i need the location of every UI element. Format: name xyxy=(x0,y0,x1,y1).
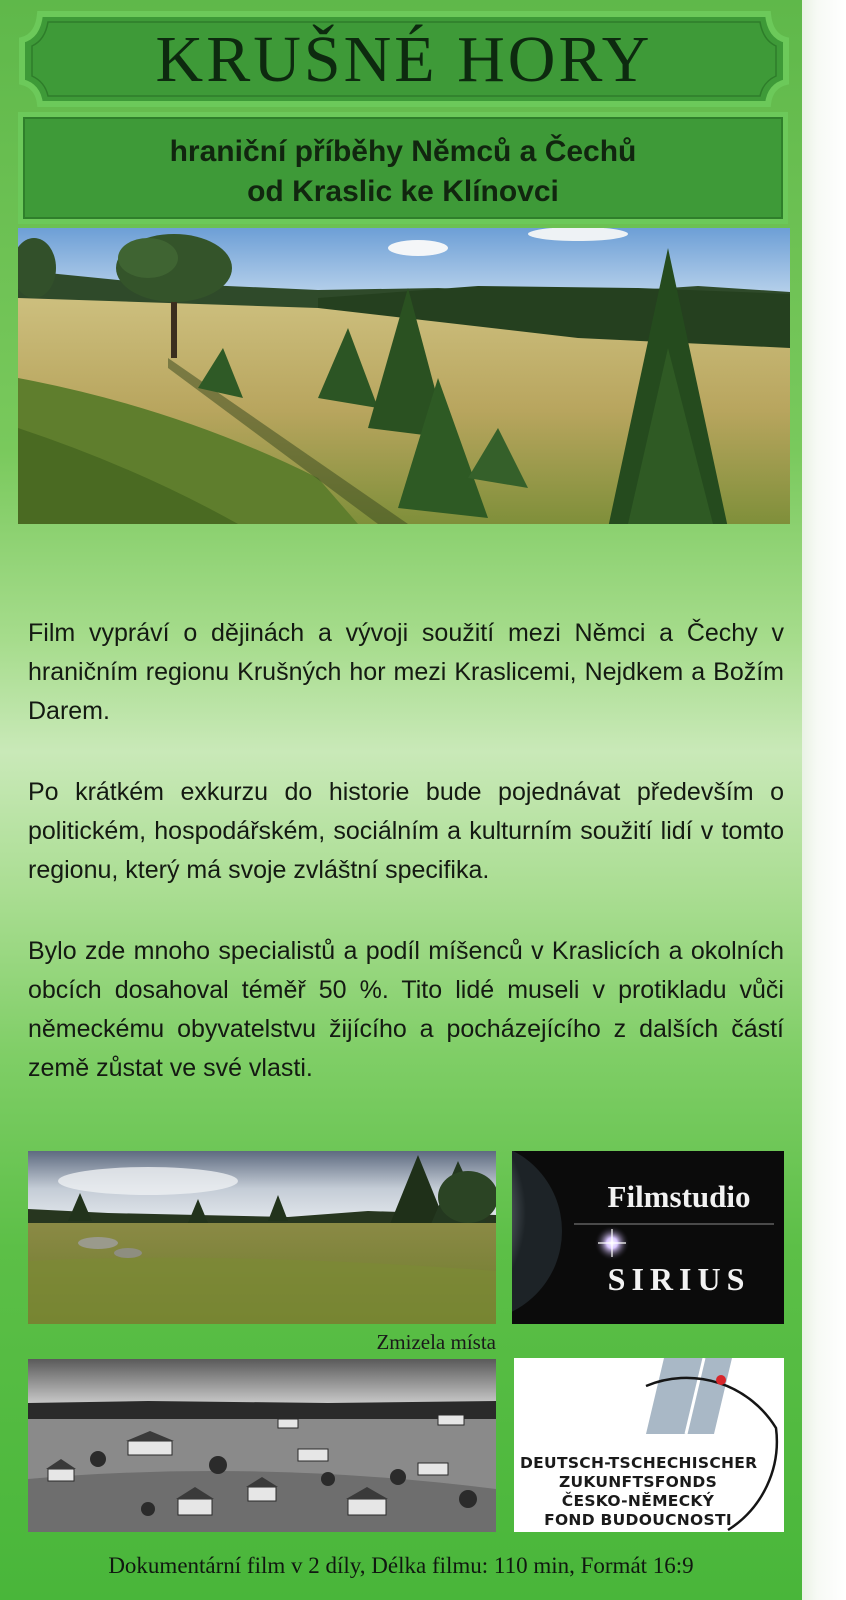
page-title: KRUŠNÉ HORY xyxy=(155,23,653,96)
title-plaque xyxy=(18,10,790,108)
subtitle-box xyxy=(18,112,788,224)
filmstudio-name: Filmstudio xyxy=(607,1179,751,1214)
hero-landscape-photo xyxy=(18,228,790,524)
footer-film-info: Dokumentární film v 2 díly, Délka filmu: 110 min, Formát 16:9 xyxy=(108,1553,694,1578)
fonds-line-3: ČESKO-NĚMECKÝ xyxy=(561,1492,715,1510)
fonds-line-1: DEUTSCH-TSCHECHISCHER xyxy=(520,1454,758,1472)
body-paragraph-2: Po krátkém exkurzu do historie bude pojednávat především o politickém, hospodářském, sociálním a kulturním soužití lidí v tomto regionu, který má svoje zvláštní specifika. xyxy=(28,778,784,884)
body-paragraph-3: Bylo zde mnoho specialistů a podíl míšenců v Kraslicích a okolních obcích dosahoval téměř 50 %. Tito lidé museli v protikladu vůči německému obyvatelstvu žijícího a pocházejícího z dalších částí země zůstat ve své vlasti. xyxy=(28,937,784,1082)
zukunftsfonds-text xyxy=(520,1454,756,1530)
zukunftsfonds-logo xyxy=(514,1358,784,1532)
filmstudio-planet-graphic xyxy=(512,1151,784,1324)
photo-caption: Zmizela místa xyxy=(376,1330,496,1354)
page-right-margin xyxy=(802,0,846,1600)
subtitle-line-2: od Kraslic ke Klínovci xyxy=(247,175,559,208)
body-paragraph-1: Film vypráví o dějinách a vývoji soužití mezi Němci a Čechy v hraničním regionu Krušných hor mezi Kraslicemi, Nejdkem a Božím Darem. xyxy=(28,619,784,725)
fonds-line-4: FOND BUDOUCNOSTI xyxy=(544,1511,732,1529)
filmstudio-sirius-text: SIRIUS xyxy=(607,1261,751,1297)
filmstudio-sirius-logo xyxy=(512,1151,784,1324)
subtitle-line-1: hraniční příběhy Němců a Čechů xyxy=(169,135,637,168)
meadow-photo xyxy=(28,1151,496,1324)
historic-village-photo xyxy=(28,1359,496,1532)
fonds-line-2: ZUKUNFTSFONDS xyxy=(558,1473,718,1491)
